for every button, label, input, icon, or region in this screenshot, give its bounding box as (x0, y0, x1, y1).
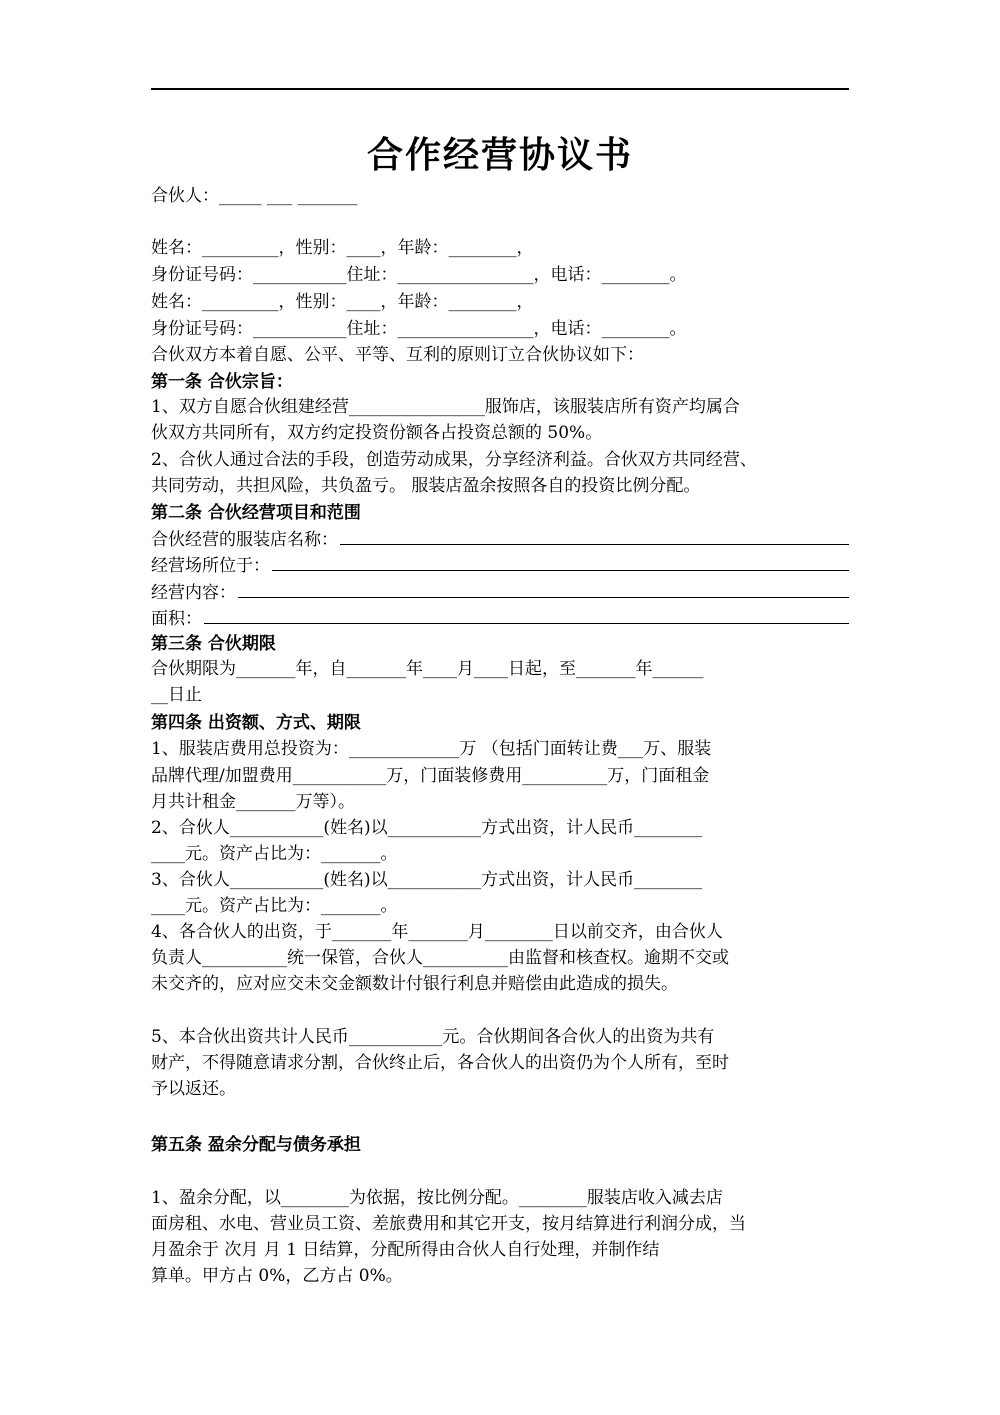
area-label: 面积： (151, 609, 202, 629)
article4-heading: 第四条 出资额、方式、期限 (151, 713, 361, 733)
content-field (151, 579, 849, 606)
location-field (151, 552, 849, 579)
intro-line: 合伙双方本着自愿、公平、平等、互利的原则订立合伙协议如下： (151, 345, 644, 365)
article3-heading: 第三条 合伙期限 (151, 634, 276, 654)
article5-line: 1、盈余分配，以________为依据，按比例分配。________服装店收入减去店 (151, 1188, 723, 1208)
location-label: 经营场所位于： (151, 556, 270, 576)
page-title: 合作经营协议书 (366, 135, 633, 176)
article4-line: 负责人__________统一保管，合伙人__________由监督和核查权。逾期不交或 (151, 948, 729, 968)
article4-line: 未交齐的，应对应交未交金额数计付银行利息并赔偿由此造成的损失。 (151, 974, 678, 994)
article4-line: 2、合伙人___________(姓名)以___________方式出资，计人民币________ (151, 818, 703, 838)
article1-heading: 第一条 合伙宗旨： (151, 372, 293, 392)
article4-line: 4、各合伙人的出资，于_______年_______月________日以前交齐，由合伙人 (151, 922, 723, 942)
article4-line: ____元。资产占比为：_______。 (151, 844, 398, 864)
partner2-name-line: 姓名：_________，性别：____，年龄：________， (151, 292, 534, 312)
article1-line: 伙双方共同所有，双方约定投资份额各占投资总额的 50%。 (151, 423, 603, 443)
content-blank (238, 579, 849, 598)
article4-line: 品牌代理/加盟费用___________万，门面装修费用__________万，门面租金 (151, 766, 710, 786)
area-field (151, 605, 849, 632)
article5-line: 算单。甲方占 0%，乙方占 0%。 (151, 1266, 403, 1286)
article1-line: 1、双方自愿合伙组建经营________________服饰店，该服装店所有资产均属合 (151, 397, 740, 417)
shop-name-label: 合伙经营的服装店名称： (151, 530, 338, 550)
article3-line: 合伙期限为_______年，自_______年____月____日起，至_______年______ (151, 659, 704, 679)
article1-line: 2、合伙人通过合法的手段，创造劳动成果，分享经济利益。合伙双方共同经营、 (151, 450, 757, 470)
area-blank (204, 605, 849, 624)
article4-line: 1、服装店费用总投资为：_____________万 （包括门面转让费___万、服装 (151, 739, 712, 759)
article4-line: 3、合伙人___________(姓名)以___________方式出资，计人民币________ (151, 870, 703, 890)
partner1-name-line: 姓名：_________，性别：____，年龄：________， (151, 238, 534, 258)
article4-line: 财产，不得随意请求分割，合伙终止后，各合伙人的出资仍为个人所有，至时 (151, 1053, 729, 1073)
article4-line: ____元。资产占比为：_______。 (151, 896, 398, 916)
shop-name-blank (340, 526, 849, 545)
article4-line: 月共计租金_______万等）。 (151, 792, 355, 812)
article3-line: __日止 (151, 685, 202, 705)
content-label: 经营内容： (151, 583, 236, 603)
location-blank (272, 552, 849, 571)
article4-line: 予以返还。 (151, 1079, 236, 1099)
partner1-id-line: 身份证号码：___________住址：________________，电话：________。 (151, 265, 687, 285)
article4-line: 5、本合伙出资共计人民币___________元。合伙期间各合伙人的出资为共有 (151, 1027, 715, 1047)
article1-line: 共同劳动，共担风险，共负盈亏。 服装店盈余按照各自的投资比例分配。 (151, 476, 701, 496)
article5-heading: 第五条 盈余分配与债务承担 (151, 1135, 361, 1155)
top-rule (151, 88, 849, 90)
partner2-id-line: 身份证号码：___________住址：________________，电话：________。 (151, 319, 687, 339)
article2-heading: 第二条 合伙经营项目和范围 (151, 503, 361, 523)
article5-line: 面房租、水电、营业员工资、差旅费用和其它开支，按月结算进行利润分成，当 (151, 1214, 746, 1234)
shop-name-field (151, 526, 849, 553)
partners-label: 合伙人：_____ ___ _______ (151, 186, 358, 206)
article5-line: 月盈余于 次月 月 1 日结算，分配所得由合伙人自行处理，并制作结 (151, 1240, 660, 1260)
